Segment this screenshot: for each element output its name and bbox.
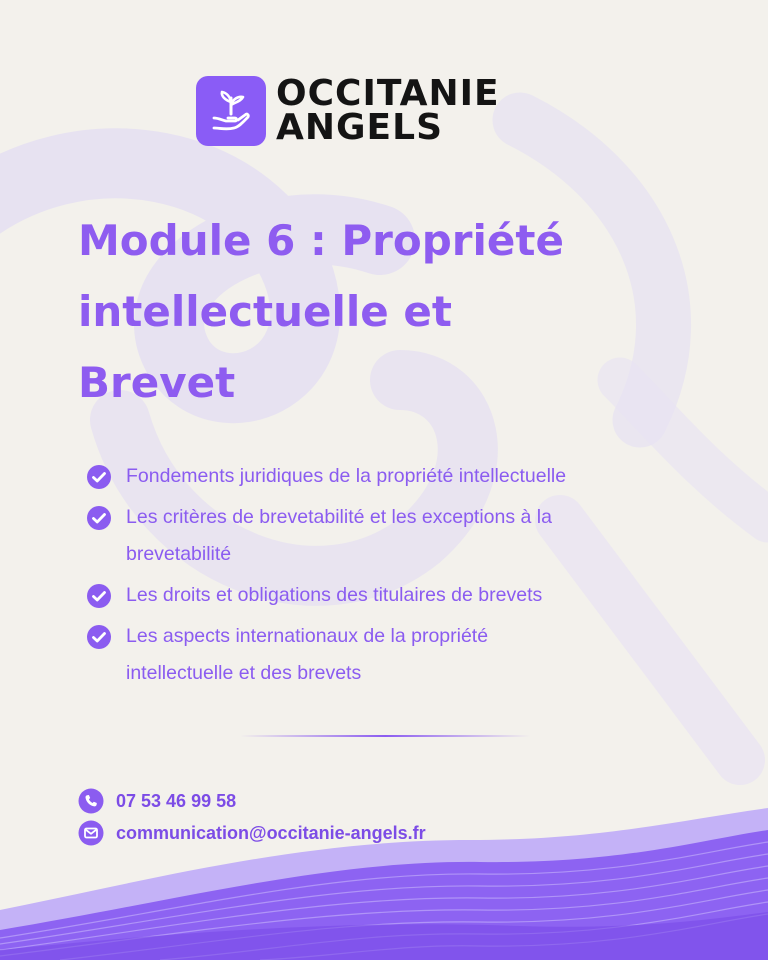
brand-logo — [196, 73, 500, 148]
mail-icon — [78, 820, 104, 846]
check-circle-icon — [86, 464, 112, 490]
list-item-line: Fondements juridiques de la propriété intellectuelle — [126, 465, 567, 487]
list-item — [86, 499, 706, 573]
list-item-line: Les critères de brevetabilité et les exceptions à la — [126, 506, 552, 528]
hand-sprout-icon — [196, 76, 266, 146]
brand-name-line2: ANGELS — [276, 107, 443, 148]
check-circle-icon — [86, 624, 112, 650]
brand-name — [276, 73, 500, 148]
email-address[interactable]: communication@occitanie-angels.fr — [116, 822, 426, 843]
contact-phone[interactable] — [78, 788, 236, 814]
title-line-3: Brevet — [78, 358, 236, 407]
phone-number[interactable]: 07 53 46 99 58 — [116, 790, 237, 811]
brand-name-line1: OCCITANIE — [276, 73, 500, 114]
list-item-text — [126, 618, 488, 692]
list-item — [86, 458, 706, 495]
divider — [240, 735, 530, 737]
title-line-1: Module 6 : Propriété — [78, 216, 564, 265]
topics-list — [86, 458, 706, 696]
check-circle-icon — [86, 505, 112, 531]
list-item — [86, 618, 706, 692]
list-item-text — [126, 577, 542, 614]
list-item-line: intellectuelle et des brevets — [126, 662, 362, 684]
phone-icon — [78, 788, 104, 814]
list-item-text — [126, 499, 552, 573]
list-item-line: Les droits et obligations des titulaires de brevets — [126, 584, 543, 606]
list-item-text — [126, 458, 566, 495]
contact-email[interactable] — [78, 820, 426, 846]
list-item-line: brevetabilité — [126, 543, 232, 565]
list-item-line: Les aspects internationaux de la propriété — [126, 625, 489, 647]
check-circle-icon — [86, 583, 112, 609]
list-item — [86, 577, 706, 614]
page-title — [78, 205, 718, 418]
title-line-2: intellectuelle et — [78, 287, 452, 336]
